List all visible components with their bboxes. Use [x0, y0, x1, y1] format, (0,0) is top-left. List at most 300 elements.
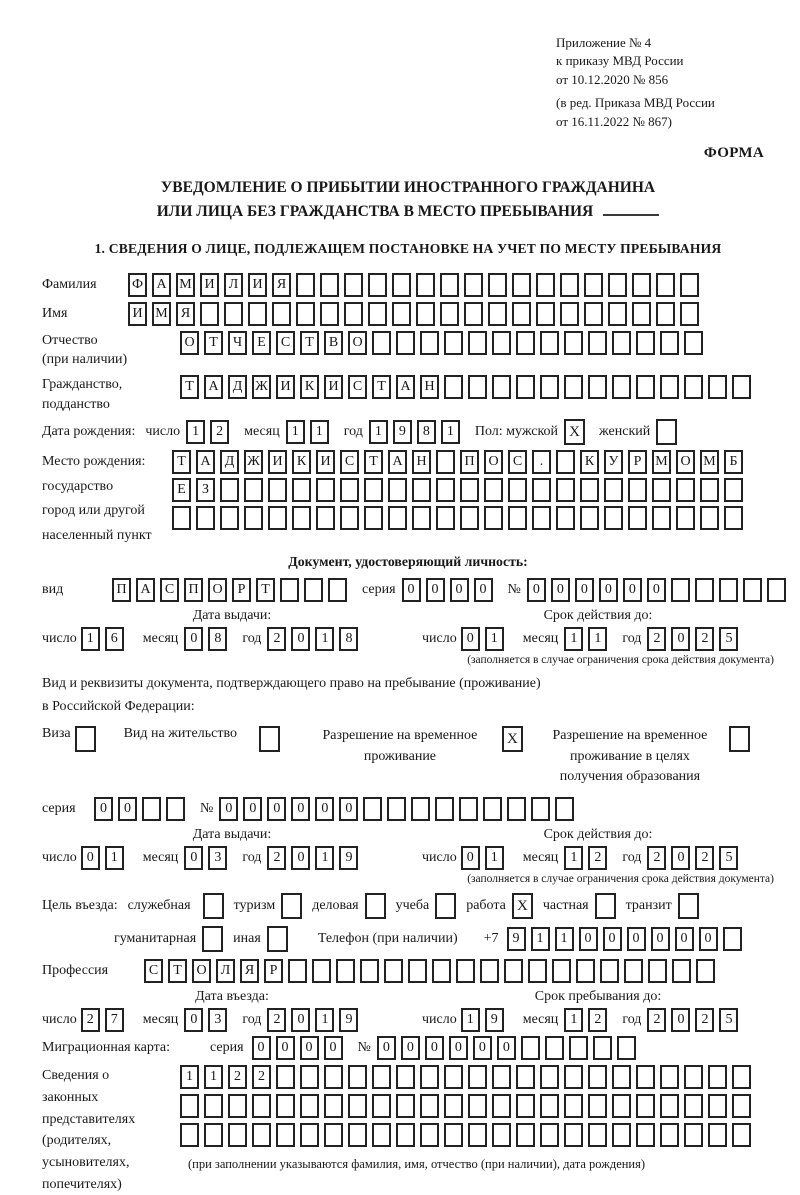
char-cell[interactable]: 1 — [485, 846, 504, 870]
char-cell[interactable] — [324, 1065, 343, 1089]
char-cell[interactable] — [396, 1094, 415, 1118]
char-cell[interactable] — [166, 797, 185, 821]
char-cell[interactable] — [316, 506, 335, 530]
char-cell[interactable]: 2 — [81, 1008, 100, 1032]
char-cell[interactable]: 0 — [651, 927, 670, 951]
char-cell[interactable] — [464, 273, 483, 297]
char-cell[interactable]: Т — [372, 375, 391, 399]
char-cell[interactable] — [220, 506, 239, 530]
char-cell[interactable] — [521, 1036, 540, 1060]
char-cell[interactable]: 0 — [243, 797, 262, 821]
char-cell[interactable] — [368, 273, 387, 297]
char-cell[interactable]: 1 — [180, 1065, 199, 1089]
char-cell[interactable] — [300, 1123, 319, 1147]
char-cell[interactable]: 9 — [485, 1008, 504, 1032]
char-cell[interactable] — [387, 797, 406, 821]
char-cell[interactable] — [228, 1094, 247, 1118]
char-cell[interactable]: С — [340, 450, 359, 474]
char-cell[interactable]: 0 — [339, 797, 358, 821]
char-cell[interactable] — [468, 331, 487, 355]
char-cell[interactable]: 0 — [276, 1036, 295, 1060]
char-cell[interactable] — [612, 1094, 631, 1118]
char-cell[interactable] — [732, 375, 751, 399]
char-cell[interactable]: 0 — [627, 927, 646, 951]
char-cell[interactable] — [612, 1065, 631, 1089]
char-cell[interactable]: У — [604, 450, 623, 474]
char-cell[interactable]: Т — [364, 450, 383, 474]
char-cell[interactable]: 1 — [555, 927, 574, 951]
char-cell[interactable] — [564, 1094, 583, 1118]
char-cell[interactable] — [636, 375, 655, 399]
char-cell[interactable]: 2 — [695, 846, 714, 870]
char-cell[interactable] — [684, 375, 703, 399]
char-cell[interactable] — [684, 331, 703, 355]
char-cell[interactable] — [628, 506, 647, 530]
char-cell[interactable] — [268, 478, 287, 502]
char-cell[interactable]: С — [276, 331, 295, 355]
char-cell[interactable] — [480, 959, 499, 983]
char-cell[interactable] — [636, 1065, 655, 1089]
char-cell[interactable]: И — [128, 302, 147, 326]
char-cell[interactable]: 1 — [369, 420, 388, 444]
char-cell[interactable] — [204, 1094, 223, 1118]
char-cell[interactable] — [532, 506, 551, 530]
purpose-other-checkbox[interactable] — [267, 926, 288, 952]
char-cell[interactable]: И — [316, 450, 335, 474]
char-cell[interactable] — [372, 1094, 391, 1118]
char-cell[interactable] — [244, 506, 263, 530]
char-cell[interactable] — [363, 797, 382, 821]
char-cell[interactable]: 3 — [208, 846, 227, 870]
char-cell[interactable]: 0 — [527, 578, 546, 602]
char-cell[interactable] — [459, 797, 478, 821]
char-cell[interactable] — [552, 959, 571, 983]
purpose-private-checkbox[interactable] — [595, 893, 616, 919]
char-cell[interactable] — [328, 578, 347, 602]
char-cell[interactable] — [484, 478, 503, 502]
char-cell[interactable]: М — [700, 450, 719, 474]
char-cell[interactable] — [316, 478, 335, 502]
char-cell[interactable]: 9 — [339, 1008, 358, 1032]
char-cell[interactable] — [464, 302, 483, 326]
char-cell[interactable] — [556, 478, 575, 502]
char-cell[interactable] — [324, 1094, 343, 1118]
char-cell[interactable] — [392, 273, 411, 297]
char-cell[interactable] — [516, 331, 535, 355]
char-cell[interactable] — [436, 506, 455, 530]
char-cell[interactable] — [560, 302, 579, 326]
temp-residence-checkbox[interactable]: X — [502, 726, 523, 752]
char-cell[interactable] — [545, 1036, 564, 1060]
char-cell[interactable]: И — [248, 273, 267, 297]
char-cell[interactable] — [584, 273, 603, 297]
char-cell[interactable] — [652, 478, 671, 502]
char-cell[interactable] — [684, 1123, 703, 1147]
char-cell[interactable]: 0 — [252, 1036, 271, 1060]
char-cell[interactable]: 2 — [647, 627, 666, 651]
purpose-humanitarian-checkbox[interactable] — [202, 926, 223, 952]
char-cell[interactable]: 0 — [291, 627, 310, 651]
char-cell[interactable] — [569, 1036, 588, 1060]
char-cell[interactable]: 0 — [671, 627, 690, 651]
char-cell[interactable] — [288, 959, 307, 983]
char-cell[interactable]: 1 — [204, 1065, 223, 1089]
char-cell[interactable]: 0 — [497, 1036, 516, 1060]
char-cell[interactable]: И — [276, 375, 295, 399]
char-cell[interactable]: Б — [724, 450, 743, 474]
char-cell[interactable]: 2 — [695, 627, 714, 651]
char-cell[interactable]: Т — [204, 331, 223, 355]
char-cell[interactable]: 8 — [208, 627, 227, 651]
char-cell[interactable] — [588, 1065, 607, 1089]
char-cell[interactable] — [516, 375, 535, 399]
purpose-work-checkbox[interactable]: X — [512, 893, 533, 919]
char-cell[interactable]: 0 — [450, 578, 469, 602]
char-cell[interactable] — [593, 1036, 612, 1060]
char-cell[interactable] — [268, 506, 287, 530]
char-cell[interactable] — [320, 302, 339, 326]
char-cell[interactable] — [244, 478, 263, 502]
char-cell[interactable]: Я — [272, 273, 291, 297]
char-cell[interactable]: Р — [628, 450, 647, 474]
char-cell[interactable]: 1 — [588, 627, 607, 651]
char-cell[interactable]: Ж — [252, 375, 271, 399]
char-cell[interactable] — [460, 478, 479, 502]
char-cell[interactable]: 0 — [425, 1036, 444, 1060]
char-cell[interactable] — [724, 506, 743, 530]
char-cell[interactable] — [420, 1094, 439, 1118]
char-cell[interactable]: З — [196, 478, 215, 502]
char-cell[interactable] — [432, 959, 451, 983]
char-cell[interactable] — [628, 478, 647, 502]
char-cell[interactable] — [200, 302, 219, 326]
char-cell[interactable] — [280, 578, 299, 602]
char-cell[interactable] — [196, 506, 215, 530]
char-cell[interactable] — [660, 1094, 679, 1118]
char-cell[interactable]: И — [200, 273, 219, 297]
char-cell[interactable] — [468, 1065, 487, 1089]
char-cell[interactable]: 0 — [575, 578, 594, 602]
char-cell[interactable]: С — [508, 450, 527, 474]
char-cell[interactable] — [724, 478, 743, 502]
char-cell[interactable] — [636, 1123, 655, 1147]
visa-checkbox[interactable] — [75, 726, 96, 752]
char-cell[interactable] — [656, 273, 675, 297]
char-cell[interactable] — [732, 1094, 751, 1118]
char-cell[interactable]: 1 — [286, 420, 305, 444]
char-cell[interactable]: 0 — [599, 578, 618, 602]
char-cell[interactable]: 0 — [291, 1008, 310, 1032]
char-cell[interactable] — [588, 331, 607, 355]
char-cell[interactable]: К — [300, 375, 319, 399]
char-cell[interactable]: Н — [412, 450, 431, 474]
char-cell[interactable]: С — [348, 375, 367, 399]
char-cell[interactable]: 1 — [564, 1008, 583, 1032]
char-cell[interactable] — [507, 797, 526, 821]
char-cell[interactable] — [636, 331, 655, 355]
char-cell[interactable] — [723, 927, 742, 951]
char-cell[interactable] — [392, 302, 411, 326]
char-cell[interactable] — [468, 1094, 487, 1118]
char-cell[interactable]: А — [196, 450, 215, 474]
char-cell[interactable] — [652, 506, 671, 530]
char-cell[interactable]: 2 — [588, 1008, 607, 1032]
char-cell[interactable] — [364, 478, 383, 502]
char-cell[interactable]: 0 — [579, 927, 598, 951]
char-cell[interactable] — [388, 478, 407, 502]
char-cell[interactable]: 0 — [401, 1036, 420, 1060]
char-cell[interactable] — [348, 1065, 367, 1089]
char-cell[interactable] — [680, 302, 699, 326]
char-cell[interactable] — [300, 1094, 319, 1118]
char-cell[interactable]: 2 — [210, 420, 229, 444]
char-cell[interactable]: 9 — [393, 420, 412, 444]
char-cell[interactable] — [492, 331, 511, 355]
char-cell[interactable]: А — [152, 273, 171, 297]
char-cell[interactable] — [276, 1065, 295, 1089]
char-cell[interactable] — [344, 302, 363, 326]
char-cell[interactable]: Я — [176, 302, 195, 326]
char-cell[interactable]: 1 — [531, 927, 550, 951]
char-cell[interactable]: 0 — [623, 578, 642, 602]
char-cell[interactable] — [224, 302, 243, 326]
char-cell[interactable] — [180, 1094, 199, 1118]
char-cell[interactable] — [372, 1123, 391, 1147]
char-cell[interactable]: 0 — [449, 1036, 468, 1060]
char-cell[interactable] — [612, 375, 631, 399]
char-cell[interactable] — [555, 797, 574, 821]
char-cell[interactable] — [648, 959, 667, 983]
char-cell[interactable] — [340, 506, 359, 530]
char-cell[interactable] — [396, 1123, 415, 1147]
char-cell[interactable] — [684, 1065, 703, 1089]
char-cell[interactable] — [617, 1036, 636, 1060]
char-cell[interactable]: 0 — [300, 1036, 319, 1060]
char-cell[interactable] — [142, 797, 161, 821]
char-cell[interactable]: Ф — [128, 273, 147, 297]
char-cell[interactable] — [368, 302, 387, 326]
char-cell[interactable]: 0 — [671, 1008, 690, 1032]
char-cell[interactable] — [435, 797, 454, 821]
char-cell[interactable] — [540, 1123, 559, 1147]
char-cell[interactable] — [580, 478, 599, 502]
char-cell[interactable] — [420, 331, 439, 355]
char-cell[interactable]: К — [292, 450, 311, 474]
char-cell[interactable] — [488, 302, 507, 326]
char-cell[interactable]: Е — [172, 478, 191, 502]
char-cell[interactable]: 5 — [719, 1008, 738, 1032]
char-cell[interactable] — [276, 1094, 295, 1118]
char-cell[interactable]: И — [324, 375, 343, 399]
char-cell[interactable] — [696, 959, 715, 983]
char-cell[interactable] — [588, 1123, 607, 1147]
char-cell[interactable] — [348, 1123, 367, 1147]
char-cell[interactable]: О — [180, 331, 199, 355]
char-cell[interactable] — [732, 1065, 751, 1089]
char-cell[interactable]: Д — [220, 450, 239, 474]
char-cell[interactable] — [540, 1065, 559, 1089]
char-cell[interactable]: 1 — [315, 846, 334, 870]
char-cell[interactable]: М — [152, 302, 171, 326]
char-cell[interactable] — [444, 331, 463, 355]
char-cell[interactable]: 0 — [473, 1036, 492, 1060]
char-cell[interactable]: Е — [252, 331, 271, 355]
char-cell[interactable] — [632, 302, 651, 326]
char-cell[interactable] — [684, 1094, 703, 1118]
char-cell[interactable]: 8 — [339, 627, 358, 651]
char-cell[interactable]: 0 — [675, 927, 694, 951]
char-cell[interactable] — [556, 450, 575, 474]
char-cell[interactable]: Н — [420, 375, 439, 399]
char-cell[interactable] — [444, 1123, 463, 1147]
char-cell[interactable] — [564, 1123, 583, 1147]
char-cell[interactable] — [612, 1123, 631, 1147]
char-cell[interactable]: Р — [232, 578, 251, 602]
char-cell[interactable] — [304, 578, 323, 602]
sex-female-checkbox[interactable] — [656, 419, 677, 445]
char-cell[interactable]: 0 — [699, 927, 718, 951]
char-cell[interactable]: А — [396, 375, 415, 399]
char-cell[interactable] — [660, 1065, 679, 1089]
char-cell[interactable]: Т — [300, 331, 319, 355]
char-cell[interactable] — [408, 959, 427, 983]
char-cell[interactable]: 0 — [291, 846, 310, 870]
char-cell[interactable]: 0 — [671, 846, 690, 870]
char-cell[interactable]: Я — [240, 959, 259, 983]
char-cell[interactable]: 0 — [184, 627, 203, 651]
char-cell[interactable] — [504, 959, 523, 983]
char-cell[interactable] — [492, 1065, 511, 1089]
char-cell[interactable] — [372, 1065, 391, 1089]
char-cell[interactable]: П — [184, 578, 203, 602]
char-cell[interactable]: 1 — [105, 846, 124, 870]
char-cell[interactable]: 1 — [485, 627, 504, 651]
char-cell[interactable] — [468, 1123, 487, 1147]
char-cell[interactable]: 8 — [417, 420, 436, 444]
char-cell[interactable]: Ч — [228, 331, 247, 355]
char-cell[interactable] — [624, 959, 643, 983]
char-cell[interactable]: Л — [216, 959, 235, 983]
char-cell[interactable]: А — [136, 578, 155, 602]
char-cell[interactable] — [580, 506, 599, 530]
char-cell[interactable] — [660, 331, 679, 355]
char-cell[interactable]: М — [652, 450, 671, 474]
char-cell[interactable]: 0 — [118, 797, 137, 821]
char-cell[interactable] — [532, 478, 551, 502]
char-cell[interactable]: Д — [228, 375, 247, 399]
char-cell[interactable]: 9 — [339, 846, 358, 870]
char-cell[interactable] — [416, 273, 435, 297]
char-cell[interactable] — [248, 302, 267, 326]
char-cell[interactable]: 1 — [315, 627, 334, 651]
char-cell[interactable]: 0 — [81, 846, 100, 870]
char-cell[interactable] — [516, 1094, 535, 1118]
char-cell[interactable]: С — [160, 578, 179, 602]
char-cell[interactable] — [276, 1123, 295, 1147]
char-cell[interactable] — [564, 375, 583, 399]
char-cell[interactable] — [564, 1065, 583, 1089]
char-cell[interactable] — [272, 302, 291, 326]
char-cell[interactable] — [632, 273, 651, 297]
char-cell[interactable]: 0 — [426, 578, 445, 602]
char-cell[interactable]: 0 — [647, 578, 666, 602]
char-cell[interactable]: 0 — [184, 1008, 203, 1032]
char-cell[interactable]: Т — [168, 959, 187, 983]
char-cell[interactable] — [292, 478, 311, 502]
char-cell[interactable] — [540, 331, 559, 355]
char-cell[interactable] — [600, 959, 619, 983]
char-cell[interactable] — [732, 1123, 751, 1147]
char-cell[interactable] — [608, 302, 627, 326]
char-cell[interactable] — [300, 1065, 319, 1089]
char-cell[interactable]: О — [676, 450, 695, 474]
char-cell[interactable]: 9 — [507, 927, 526, 951]
char-cell[interactable] — [672, 959, 691, 983]
char-cell[interactable]: М — [176, 273, 195, 297]
char-cell[interactable] — [708, 375, 727, 399]
char-cell[interactable] — [252, 1094, 271, 1118]
char-cell[interactable]: 2 — [267, 846, 286, 870]
char-cell[interactable] — [411, 797, 430, 821]
char-cell[interactable] — [340, 478, 359, 502]
char-cell[interactable] — [444, 375, 463, 399]
char-cell[interactable]: 1 — [564, 627, 583, 651]
char-cell[interactable]: 6 — [105, 627, 124, 651]
char-cell[interactable]: 5 — [719, 846, 738, 870]
char-cell[interactable]: 2 — [588, 846, 607, 870]
char-cell[interactable] — [708, 1065, 727, 1089]
char-cell[interactable]: Т — [172, 450, 191, 474]
char-cell[interactable]: 0 — [402, 578, 421, 602]
char-cell[interactable] — [460, 506, 479, 530]
char-cell[interactable]: 0 — [377, 1036, 396, 1060]
char-cell[interactable] — [436, 478, 455, 502]
char-cell[interactable] — [484, 506, 503, 530]
char-cell[interactable] — [512, 273, 531, 297]
char-cell[interactable] — [483, 797, 502, 821]
char-cell[interactable] — [516, 1123, 535, 1147]
char-cell[interactable]: А — [204, 375, 223, 399]
char-cell[interactable] — [488, 273, 507, 297]
char-cell[interactable]: О — [192, 959, 211, 983]
char-cell[interactable]: П — [112, 578, 131, 602]
char-cell[interactable] — [360, 959, 379, 983]
char-cell[interactable] — [612, 331, 631, 355]
purpose-transit-checkbox[interactable] — [678, 893, 699, 919]
char-cell[interactable] — [588, 1094, 607, 1118]
char-cell[interactable]: 7 — [105, 1008, 124, 1032]
char-cell[interactable]: . — [532, 450, 551, 474]
char-cell[interactable] — [420, 1065, 439, 1089]
char-cell[interactable] — [364, 506, 383, 530]
char-cell[interactable] — [660, 375, 679, 399]
char-cell[interactable]: А — [388, 450, 407, 474]
char-cell[interactable]: 2 — [695, 1008, 714, 1032]
char-cell[interactable] — [468, 375, 487, 399]
char-cell[interactable]: К — [580, 450, 599, 474]
char-cell[interactable] — [444, 1094, 463, 1118]
char-cell[interactable] — [252, 1123, 271, 1147]
char-cell[interactable]: С — [144, 959, 163, 983]
char-cell[interactable] — [608, 273, 627, 297]
char-cell[interactable] — [492, 1094, 511, 1118]
char-cell[interactable] — [604, 478, 623, 502]
char-cell[interactable]: Т — [256, 578, 275, 602]
char-cell[interactable] — [560, 273, 579, 297]
char-cell[interactable] — [180, 1123, 199, 1147]
char-cell[interactable] — [508, 506, 527, 530]
char-cell[interactable] — [292, 506, 311, 530]
